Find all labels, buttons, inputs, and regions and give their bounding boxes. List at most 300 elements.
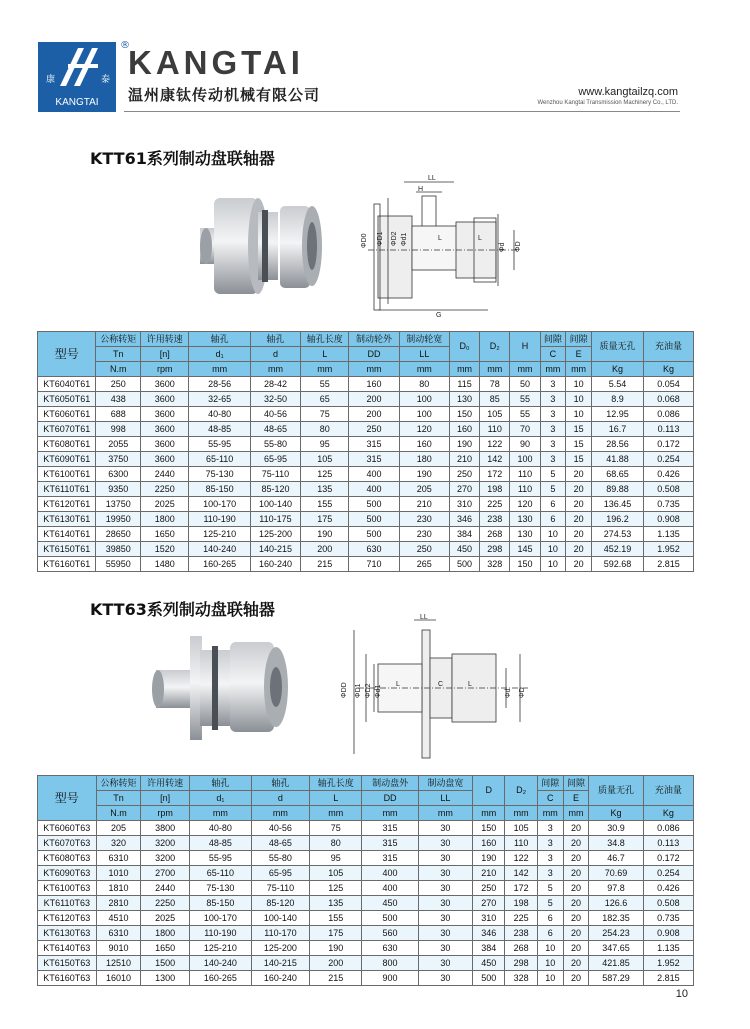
col-unit: Kg [591, 362, 643, 377]
table-cell: 75-130 [189, 467, 251, 482]
table-cell: 200 [301, 542, 349, 557]
table-cell: 190 [473, 851, 505, 866]
table-cell: 68.65 [591, 467, 643, 482]
table-cell: 1800 [141, 512, 189, 527]
col-header: H [510, 332, 540, 362]
table-cell: 100-140 [251, 911, 309, 926]
table-row [38, 896, 694, 911]
col-unit: mm [309, 806, 361, 821]
table-cell: 20 [563, 926, 589, 941]
table-cell: 20 [563, 866, 589, 881]
table-cell: 20 [563, 836, 589, 851]
table-row [38, 821, 694, 836]
table-cell: 110 [510, 482, 540, 497]
table-cell: 48-85 [189, 422, 251, 437]
table-cell: 6 [540, 497, 566, 512]
table-cell: 1520 [141, 542, 189, 557]
registered-mark: ® [120, 40, 130, 51]
table-cell: 41.88 [591, 452, 643, 467]
table-row [38, 497, 694, 512]
dim-d0: ΦD0 [361, 233, 368, 248]
table-cell: 3 [537, 866, 563, 881]
col-unit: Kg [589, 806, 643, 821]
table-row [38, 836, 694, 851]
col-unit: mm [189, 806, 251, 821]
table-cell: 70 [510, 422, 540, 437]
table-cell: 265 [399, 557, 449, 572]
table-cell: 105 [480, 407, 510, 422]
col-header: 公称转矩 [96, 332, 141, 347]
table-cell: 1810 [96, 881, 141, 896]
col-unit: rpm [141, 362, 189, 377]
table-cell: 587.29 [589, 971, 643, 986]
table-cell: 0.172 [643, 851, 693, 866]
table-cell: 20 [566, 542, 592, 557]
col-unit: mm [480, 362, 510, 377]
table-row [38, 527, 694, 542]
table-cell: 190 [399, 467, 449, 482]
table-cell: 198 [505, 896, 537, 911]
model-cell: KT6060T63 [38, 821, 97, 836]
col-unit: mm [473, 806, 505, 821]
table-cell: 95 [309, 851, 361, 866]
table-cell: 75-130 [189, 881, 251, 896]
table-cell: 30 [418, 821, 472, 836]
table-cell: 75-110 [251, 881, 309, 896]
company-logo [38, 40, 130, 112]
table-cell: 250 [349, 422, 399, 437]
model-cell: KT6080T63 [38, 851, 97, 866]
table-cell: 110-190 [189, 926, 251, 941]
table-row [38, 437, 694, 452]
table-cell: 0.908 [643, 926, 693, 941]
model-cell: KT6160T61 [38, 557, 96, 572]
table-cell: 2810 [96, 896, 141, 911]
dim-d1-small: Φd1 [401, 232, 408, 246]
table-cell: 136.45 [591, 497, 643, 512]
dim-dd: ΦDD [341, 682, 348, 698]
table-cell: 6310 [96, 851, 141, 866]
table-cell: 85-120 [251, 896, 309, 911]
ktt61-product-photo [200, 188, 325, 300]
col-header: 质量无孔 [589, 776, 643, 806]
table-cell: 100 [510, 452, 540, 467]
table-cell: 205 [399, 482, 449, 497]
table-cell: 122 [480, 437, 510, 452]
table-cell: 110 [480, 422, 510, 437]
table-cell: 270 [449, 482, 479, 497]
table-cell: 95 [301, 437, 349, 452]
table-cell: 12510 [96, 956, 141, 971]
table-cell: 48-65 [251, 836, 309, 851]
table-cell: 250 [399, 542, 449, 557]
col-header-model: 型号 [38, 332, 96, 377]
table-cell: 1.952 [643, 956, 693, 971]
table-cell: 400 [349, 467, 399, 482]
model-cell: KT6140T61 [38, 527, 96, 542]
table-row [38, 956, 694, 971]
logo-text: KANGTAI [55, 97, 99, 108]
col-header: 轴孔 [189, 332, 251, 347]
table-cell: 80 [309, 836, 361, 851]
table-cell: 3600 [141, 407, 189, 422]
table-cell: 180 [399, 452, 449, 467]
table-row [38, 512, 694, 527]
table-cell: 80 [399, 377, 449, 392]
table-cell: 0.735 [643, 911, 693, 926]
model-cell: KT6130T63 [38, 926, 97, 941]
table-cell: 421.85 [589, 956, 643, 971]
table-cell: 135 [301, 482, 349, 497]
col-header: 轴孔 [251, 776, 309, 791]
model-cell: KT6070T61 [38, 422, 96, 437]
table-cell: 20 [566, 482, 592, 497]
table-cell: 3 [537, 836, 563, 851]
table-cell: 630 [362, 941, 418, 956]
table-row [38, 542, 694, 557]
table-cell: 30 [418, 836, 472, 851]
table-cell: 30 [418, 956, 472, 971]
table-cell: 40-56 [251, 821, 309, 836]
table-cell: 315 [362, 851, 418, 866]
col-sub-header: d [250, 347, 300, 362]
table-cell: 560 [362, 926, 418, 941]
table-cell: 142 [480, 452, 510, 467]
col-unit: mm [537, 806, 563, 821]
table-cell: 32-50 [250, 392, 300, 407]
table-cell: 688 [96, 407, 141, 422]
company-name-cn: 温州康钛传动机械有限公司 [128, 86, 321, 104]
table-cell: 10 [540, 542, 566, 557]
model-cell: KT6090T63 [38, 866, 97, 881]
col-unit: Kg [644, 362, 694, 377]
table-cell: 55-95 [189, 851, 251, 866]
table-cell: 3 [540, 452, 566, 467]
table-cell: 30 [418, 851, 472, 866]
table-cell: 28650 [96, 527, 141, 542]
table-cell: 0.113 [644, 422, 694, 437]
table-cell: 20 [566, 527, 592, 542]
table-cell: 126.6 [589, 896, 643, 911]
table-cell: 500 [349, 512, 399, 527]
table-cell: 500 [349, 497, 399, 512]
table-cell: 3 [540, 392, 566, 407]
dim-c: C [438, 681, 444, 688]
table-cell: 55 [510, 407, 540, 422]
dim-d1: ΦD1 [355, 683, 362, 698]
table-cell: 0.908 [644, 512, 694, 527]
table-cell: 85 [480, 392, 510, 407]
table-cell: 0.172 [644, 437, 694, 452]
table-cell: 20 [563, 911, 589, 926]
col-header: 间隙 [540, 332, 566, 347]
ktt63-technical-drawing [338, 614, 548, 764]
table-cell: 270 [473, 896, 505, 911]
logo-cn-right: 泰 [100, 75, 110, 85]
col-sub-header: E [566, 347, 592, 362]
table-cell: 6 [537, 911, 563, 926]
table-cell: 9350 [96, 482, 141, 497]
table-cell: 5 [540, 467, 566, 482]
table-cell: 80 [301, 422, 349, 437]
table-cell: 160-240 [250, 557, 300, 572]
table-cell: 140-240 [189, 956, 251, 971]
table-cell: 172 [480, 467, 510, 482]
table-cell: 30 [418, 881, 472, 896]
table-row [38, 911, 694, 926]
table-cell: 85-120 [250, 482, 300, 497]
col-unit: Kg [643, 806, 693, 821]
table-cell: 298 [505, 956, 537, 971]
col-sub-header: LL [399, 347, 449, 362]
table-row [38, 881, 694, 896]
company-name-en: Wenzhou Kangtai Transmission Machinery Co., LTD. [537, 100, 678, 106]
table-cell: 130 [449, 392, 479, 407]
table-cell: 6310 [96, 926, 141, 941]
dim-ll: LL [428, 175, 436, 182]
table-cell: 710 [349, 557, 399, 572]
table-cell: 5 [537, 896, 563, 911]
table-cell: 3600 [141, 392, 189, 407]
model-cell: KT6050T61 [38, 392, 96, 407]
table-cell: 0.086 [644, 407, 694, 422]
model-cell: KT6150T61 [38, 542, 96, 557]
ktt63-product-photo [152, 632, 297, 744]
table-cell: 198 [480, 482, 510, 497]
table-cell: 238 [505, 926, 537, 941]
table-cell: 2.815 [643, 971, 693, 986]
table-cell: 2700 [141, 866, 190, 881]
table-cell: 110 [505, 836, 537, 851]
table-cell: 140-240 [189, 542, 251, 557]
table-cell: 39850 [96, 542, 141, 557]
table-cell: 40-56 [250, 407, 300, 422]
table-cell: 3600 [141, 452, 189, 467]
table-cell: 65-110 [189, 452, 251, 467]
table-cell: 254.23 [589, 926, 643, 941]
table-cell: 30 [418, 896, 472, 911]
table-cell: 3200 [141, 836, 190, 851]
table-cell: 310 [473, 911, 505, 926]
model-cell: KT6110T63 [38, 896, 97, 911]
table-cell: 2250 [141, 482, 189, 497]
dim-l-right: L [468, 681, 472, 688]
col-unit: mm [250, 362, 300, 377]
col-header-model: 型号 [38, 776, 97, 821]
ktt61-technical-drawing [358, 174, 538, 319]
table-cell: 346 [473, 926, 505, 941]
table-cell: 1480 [141, 557, 189, 572]
col-sub-header: E [563, 791, 589, 806]
table-cell: 34.8 [589, 836, 643, 851]
table-cell: 20 [566, 557, 592, 572]
table-cell: 230 [399, 527, 449, 542]
table-cell: 130 [510, 512, 540, 527]
col-sub-header: Tn [96, 347, 141, 362]
col-unit: mm [566, 362, 592, 377]
table-cell: 55 [510, 392, 540, 407]
table-cell: 315 [362, 836, 418, 851]
table-cell: 160 [399, 437, 449, 452]
table-cell: 10 [540, 557, 566, 572]
table-row [38, 422, 694, 437]
table-cell: 2440 [141, 467, 189, 482]
table-cell: 16.7 [591, 422, 643, 437]
table-cell: 225 [480, 497, 510, 512]
dim-h: H [418, 186, 424, 193]
table-cell: 800 [362, 956, 418, 971]
table-cell: 5 [537, 881, 563, 896]
table-cell: 347.65 [589, 941, 643, 956]
col-header: 间隙 [563, 776, 589, 791]
dim-d-small: Φd [505, 688, 512, 698]
table-cell: 3600 [141, 437, 189, 452]
table-cell: 15 [566, 422, 592, 437]
table-cell: 142 [505, 866, 537, 881]
table-cell: 85-150 [189, 482, 251, 497]
table-cell: 0.426 [644, 467, 694, 482]
col-header: 充油量 [643, 776, 693, 806]
table-cell: 1.135 [643, 941, 693, 956]
table-cell: 28-56 [189, 377, 251, 392]
logo-cn-left: 康 [46, 75, 56, 85]
brand-name: KANGTAI [128, 44, 304, 81]
table-cell: 384 [449, 527, 479, 542]
table-cell: 1010 [96, 866, 141, 881]
table-cell: 20 [563, 881, 589, 896]
col-unit: mm [362, 806, 418, 821]
col-sub-header: LL [418, 791, 472, 806]
table-cell: 55950 [96, 557, 141, 572]
table-cell: 20 [563, 956, 589, 971]
col-sub-header: d₁ [189, 347, 251, 362]
table-cell: 150 [473, 821, 505, 836]
table-cell: 196.2 [591, 512, 643, 527]
table-cell: 205 [96, 821, 141, 836]
table-cell: 6300 [96, 467, 141, 482]
table-cell: 182.35 [589, 911, 643, 926]
table-cell: 438 [96, 392, 141, 407]
table-cell: 190 [309, 941, 361, 956]
table-cell: 160-265 [189, 971, 251, 986]
table-row [38, 971, 694, 986]
model-cell: KT6120T61 [38, 497, 96, 512]
table-cell: 140-215 [251, 956, 309, 971]
table-cell: 28.56 [591, 437, 643, 452]
table-cell: 200 [309, 956, 361, 971]
table-cell: 2055 [96, 437, 141, 452]
table-cell: 15 [566, 437, 592, 452]
table-cell: 90 [510, 437, 540, 452]
dim-d1-small: Φd1 [375, 684, 382, 698]
table-row [38, 377, 694, 392]
col-unit: rpm [141, 806, 190, 821]
table-cell: 10 [537, 956, 563, 971]
table-cell: 10 [566, 392, 592, 407]
table-cell: 50 [510, 377, 540, 392]
table-cell: 48-85 [189, 836, 251, 851]
table-cell: 328 [480, 557, 510, 572]
col-header: D₀ [449, 332, 479, 362]
table-cell: 2025 [141, 497, 189, 512]
table-cell: 65-95 [251, 866, 309, 881]
table-cell: 310 [449, 497, 479, 512]
table-cell: 315 [349, 452, 399, 467]
col-sub-header: DD [349, 347, 399, 362]
table-cell: 1650 [141, 527, 189, 542]
table-cell: 346 [449, 512, 479, 527]
table-cell: 1.952 [644, 542, 694, 557]
model-cell: KT6070T63 [38, 836, 97, 851]
table-cell: 110-170 [251, 926, 309, 941]
table-cell: 30 [418, 971, 472, 986]
table-row [38, 392, 694, 407]
table-cell: 630 [349, 542, 399, 557]
dim-d2: ΦD2 [391, 231, 398, 246]
table-cell: 110-190 [189, 512, 251, 527]
table-cell: 452.19 [591, 542, 643, 557]
col-header: D₂ [505, 776, 537, 806]
col-header: D [473, 776, 505, 806]
table-cell: 315 [349, 437, 399, 452]
table-cell: 3600 [141, 377, 189, 392]
table-cell: 20 [563, 851, 589, 866]
table-cell: 0.254 [643, 866, 693, 881]
table-cell: 16010 [96, 971, 141, 986]
col-header: 制动盘外 [362, 776, 418, 791]
table-cell: 3 [537, 821, 563, 836]
table-cell: 0.068 [644, 392, 694, 407]
model-cell: KT6100T63 [38, 881, 97, 896]
table-cell: 75 [309, 821, 361, 836]
col-unit: mm [349, 362, 399, 377]
col-unit: mm [563, 806, 589, 821]
table-cell: 500 [362, 911, 418, 926]
table-cell: 328 [505, 971, 537, 986]
table-row [38, 407, 694, 422]
table-cell: 450 [362, 896, 418, 911]
table-cell: 6 [540, 512, 566, 527]
model-cell: KT6120T63 [38, 911, 97, 926]
table-cell: 125-210 [189, 941, 251, 956]
table-row [38, 866, 694, 881]
table-cell: 210 [473, 866, 505, 881]
table-row [38, 941, 694, 956]
table-cell: 150 [449, 407, 479, 422]
table-cell: 315 [362, 821, 418, 836]
table-cell: 125-210 [189, 527, 251, 542]
table-cell: 400 [349, 482, 399, 497]
table-cell: 20 [566, 467, 592, 482]
table-cell: 135 [309, 896, 361, 911]
table-cell: 105 [505, 821, 537, 836]
table-cell: 75 [301, 407, 349, 422]
table-cell: 89.88 [591, 482, 643, 497]
table-cell: 9010 [96, 941, 141, 956]
table-cell: 215 [309, 971, 361, 986]
ktt61-spec-table [37, 331, 694, 572]
table-cell: 592.68 [591, 557, 643, 572]
table-cell: 250 [473, 881, 505, 896]
table-row [38, 851, 694, 866]
table-cell: 250 [96, 377, 141, 392]
model-cell: KT6140T63 [38, 941, 97, 956]
col-header: 质量无孔 [591, 332, 643, 362]
col-sub-header: [n] [141, 347, 189, 362]
dim-ll: LL [420, 614, 428, 621]
table-cell: 0.508 [644, 482, 694, 497]
col-header: 轴孔长度 [309, 776, 361, 791]
